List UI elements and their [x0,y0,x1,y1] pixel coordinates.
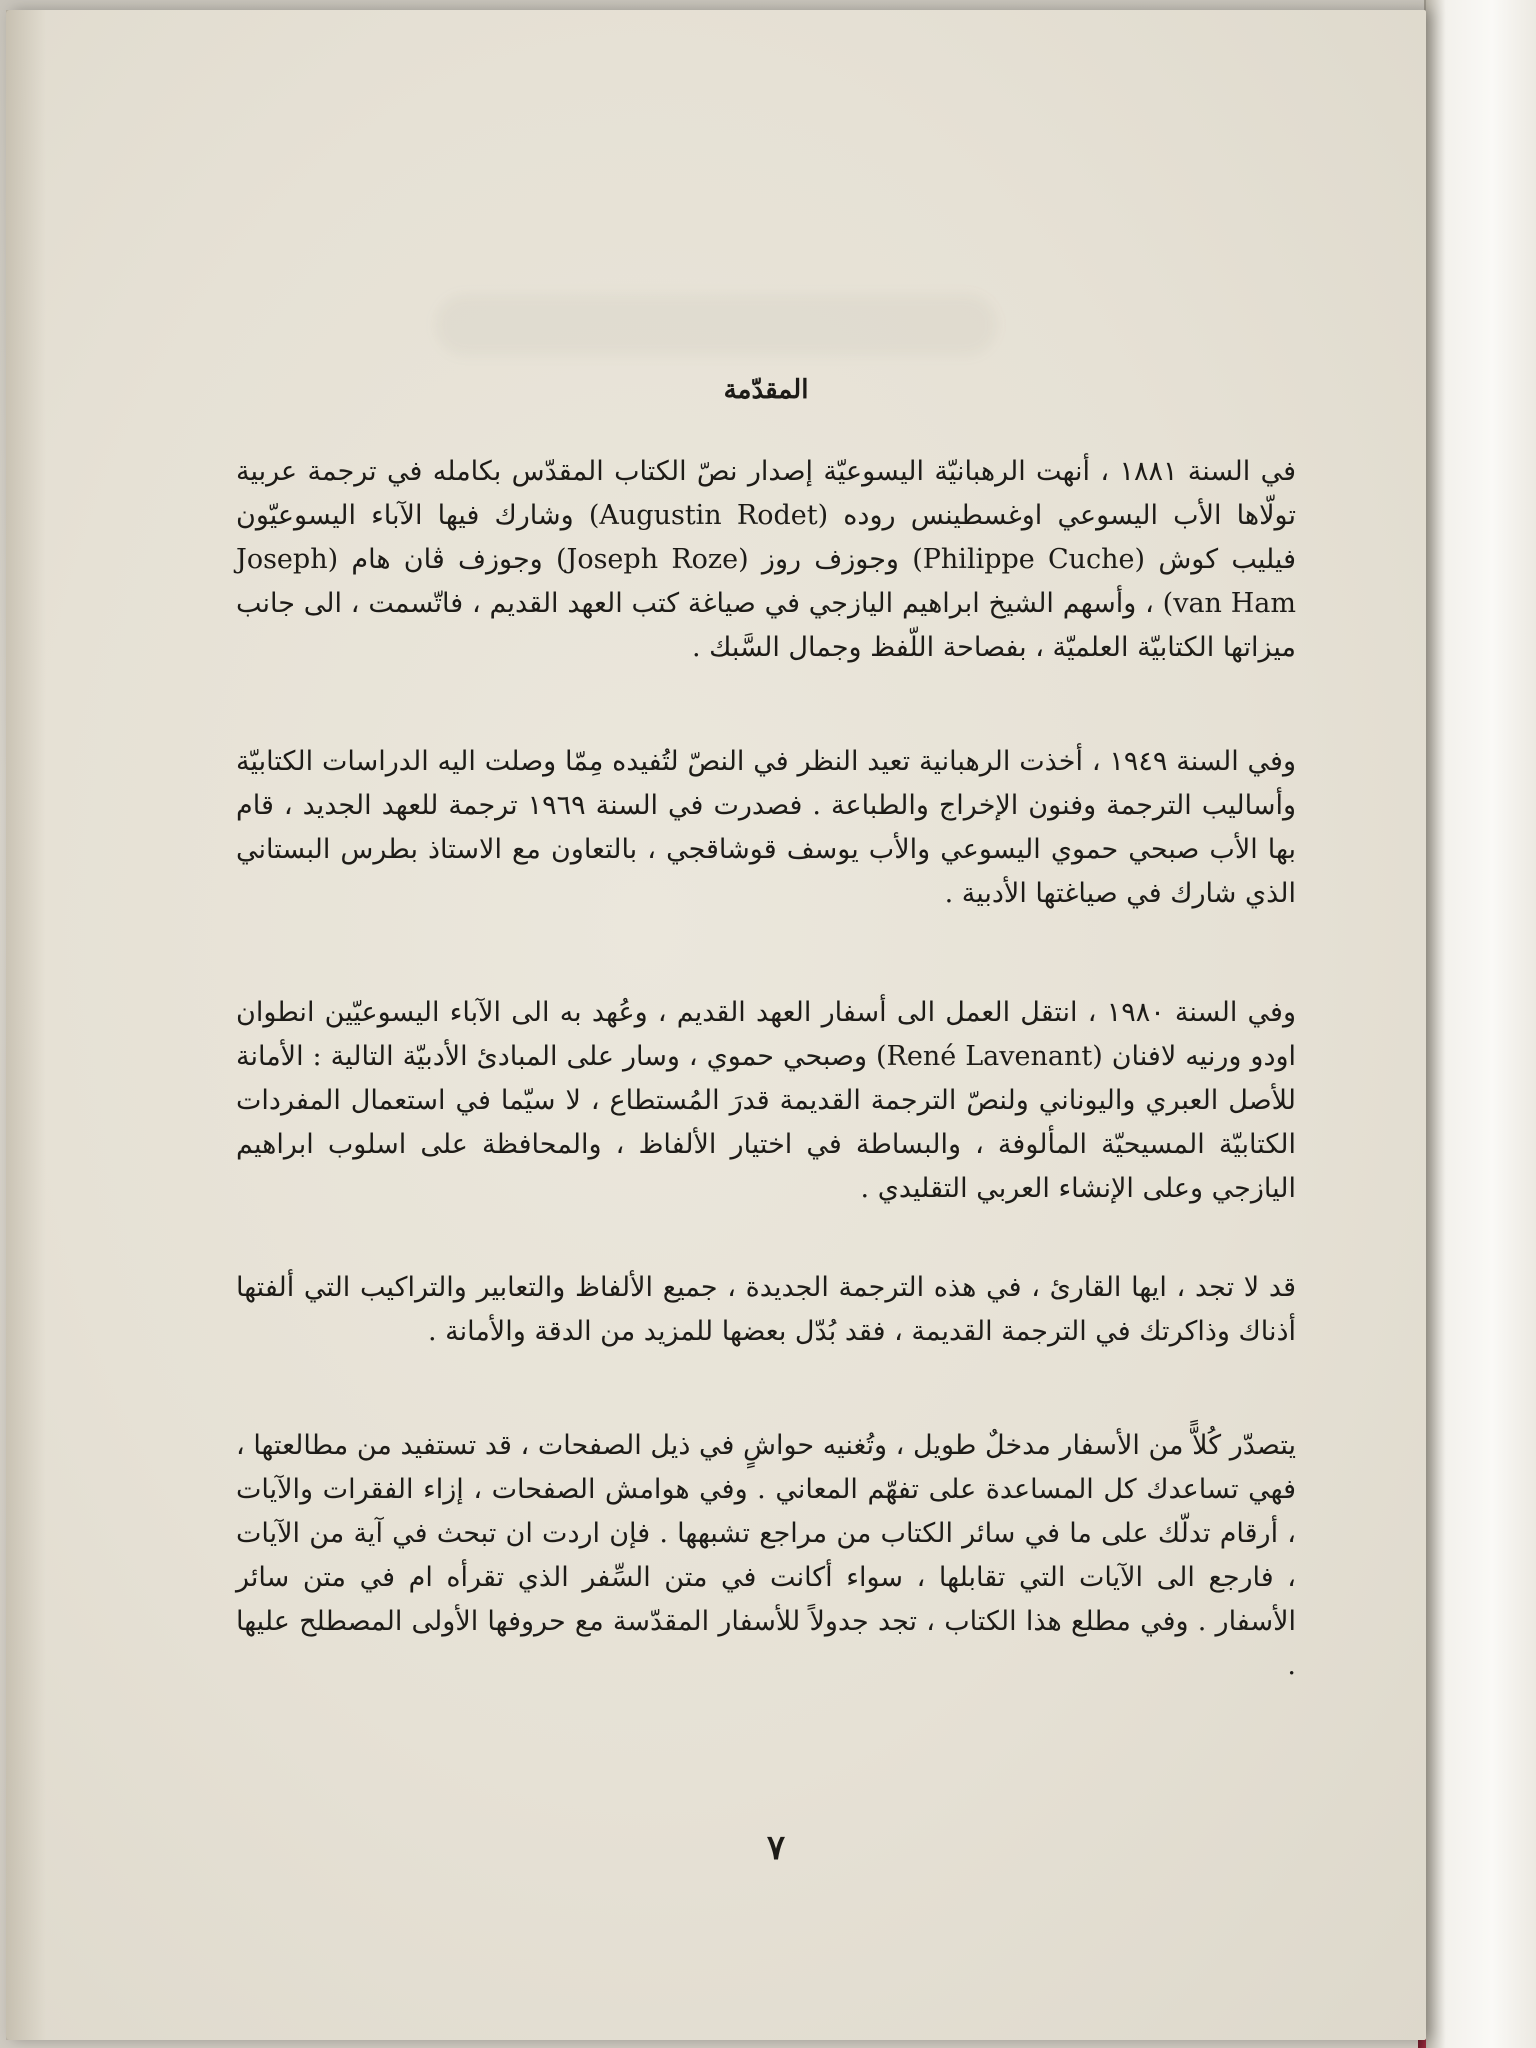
paragraph-4: قد لا تجد ، ايها القارئ ، في هذه الترجمة الجديدة ، جميع الألفاظ والتعابير والتراكيب التي ألفتها أذناك وذاكرتك في الترجمة القديمة ، فقد بُدّل بعضها للمزيد من الدقة والأمانة . [236,1272,1296,1347]
book-page-edges [1424,0,1536,2048]
page-gutter-shadow [6,10,46,2040]
book-page [6,10,1426,2040]
paragraph-5: يتصدّر كُلاًّ من الأسفار مدخلٌ طويل ، وتُغنيه حواشٍ في ذيل الصفحات ، قد تستفيد من مطالعتها ، فهي تساعدك كل المساعدة على تفهّم المعاني . وفي هوامش الصفحات ، إزاء الفقرات والآيات ، أرقام تدلّك على ما في سائر الكتاب من مراجع تشبهها . فإن اردت ان تبحث في آية من الآيات ، فارجع الى الآيات التي تقابلها ، سواء أكانت في متن السِّفر الذي تقرأه ام في متن سائر الأسفار . وفي مطلع هذا الكتاب ، تجد جدولاً للأسفار المقدّسة مع حروفها الأولى المصطلح عليها . [236,1430,1296,1681]
show-through-text [436,295,996,355]
page-content [236,370,1296,1688]
paragraph-2: وفي السنة ١٩٤٩ ، أخذت الرهبانية تعيد النظر في النصّ لتُفيده مِمّا وصلت اليه الدراسات الكتابيّة وأساليب الترجمة وفنون الإخراج والطباعة . فصدرت في السنة ١٩٦٩ ترجمة للعهد الجديد ، قام بها الأب صبحي حموي اليسوعي والأب يوسف قوشاقجي ، بالتعاون مع الاستاذ بطرس البستاني الذي شارك في صياغتها الأدبية . [236,746,1296,909]
paragraph-3: وفي السنة ١٩٨٠ ، انتقل العمل الى أسفار العهد القديم ، وعُهد به الى الآباء اليسوعيّين انطوان اودو ورنيه لافنان (René Lavenant) وصبحي حموي ، وسار على المبادئ الأدبيّة التالية : الأمانة للأصل العبري واليوناني ولنصّ الترجمة القديمة قدرَ المُستطاع ، لا سيّما في استعمال المفردات الكتابيّة المسيحيّة المألوفة ، والبساطة في اختيار الألفاظ ، والمحافظة على اسلوب ابراهيم اليازجي وعلى الإنشاء العربي التقليدي . [236,997,1297,1204]
page-title: المقدّمة [723,375,809,405]
paragraph-1: في السنة ١٨٨١ ، أنهت الرهبانيّة اليسوعيّة إصدار نصّ الكتاب المقدّس بكامله في ترجمة عربية تولّاها الأب اليسوعي اوغسطينس روده (Augustin Rodet) وشارك فيها الآباء اليسوعيّون فيليب كوش (Philippe Cuche) وجوزف روز (Joseph Roze) وجوزف ڤان هام (Joseph van Ham) ، وأسهم الشيخ ابراهيم اليازجي في صياغة كتب العهد القديم ، فاتّسمت ، الى جانب ميزاتها الكتابيّة العلميّة ، بفصاحة اللّفظ وجمال السَّبك . [236,456,1296,663]
page-number: ٧ [766,1828,786,1868]
